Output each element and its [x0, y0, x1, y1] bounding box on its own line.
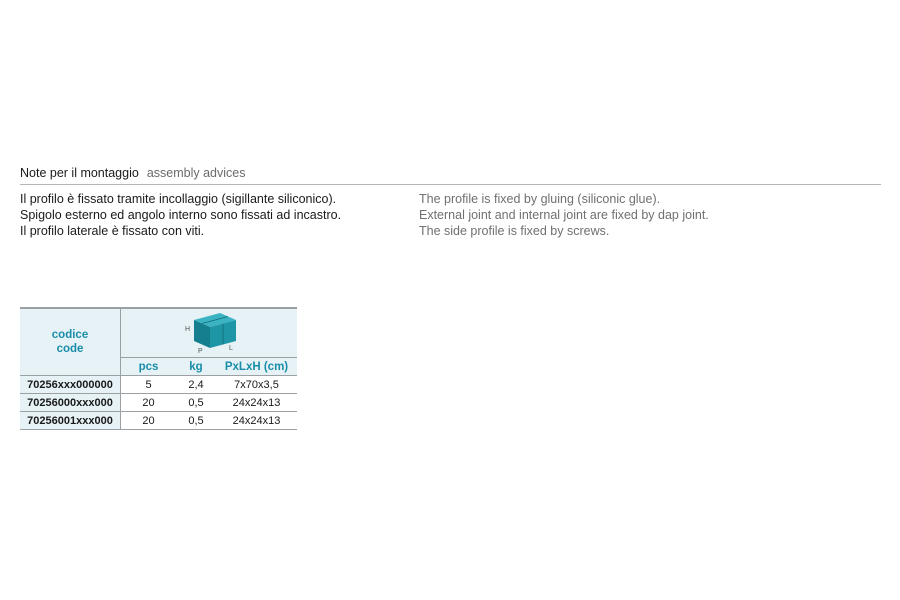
- icon-label-p: P: [198, 347, 203, 354]
- package-box-icon: [174, 310, 244, 354]
- code-header: [20, 308, 121, 376]
- row-code: 70256001xxx000: [20, 412, 121, 430]
- packaging-table: [20, 307, 297, 430]
- notes-italian: [20, 191, 341, 239]
- section-title-it: Note per il montaggio: [20, 166, 139, 180]
- note-it-line: Spigolo esterno ed angolo interno sono fissati ad incastro.: [20, 208, 342, 222]
- code-header-it: codice: [51, 329, 89, 341]
- col-header-pcs: pcs: [121, 358, 177, 376]
- package-icon-cell: [121, 308, 298, 358]
- row-code: 70256000xxx000: [20, 394, 121, 412]
- notes-english: [419, 191, 709, 239]
- row-dimensions: 24x24x13: [216, 394, 297, 412]
- col-header-kg: kg: [176, 358, 216, 376]
- row-kg: 0,5: [176, 412, 216, 430]
- note-it-line: Il profilo laterale è fissato con viti.: [20, 224, 205, 238]
- code-header-en: code: [56, 343, 84, 355]
- section-title-en: assembly advices: [146, 166, 246, 180]
- row-pcs: 5: [121, 376, 177, 394]
- note-it-line: Il profilo è fissato tramite incollaggio (sigillante siliconico).: [20, 192, 337, 206]
- table-row: [20, 376, 297, 394]
- row-pcs: 20: [121, 412, 177, 430]
- col-header-dimensions: PxLxH (cm): [216, 358, 297, 376]
- icon-label-l: L: [229, 344, 233, 352]
- row-pcs: 20: [121, 394, 177, 412]
- icon-label-h: H: [185, 325, 191, 333]
- section-header: [20, 166, 881, 185]
- table-row: [20, 394, 297, 412]
- row-dimensions: 7x70x3,5: [216, 376, 297, 394]
- row-code: 70256xxx000000: [20, 376, 121, 394]
- row-kg: 2,4: [176, 376, 216, 394]
- table-row: [20, 412, 297, 430]
- note-en-line: The profile is fixed by gluing (siliconic glue).: [419, 192, 661, 206]
- row-kg: 0,5: [176, 394, 216, 412]
- note-en-line: The side profile is fixed by screws.: [419, 224, 610, 238]
- row-dimensions: 24x24x13: [216, 412, 297, 430]
- note-en-line: External joint and internal joint are fixed by dap joint.: [419, 208, 709, 222]
